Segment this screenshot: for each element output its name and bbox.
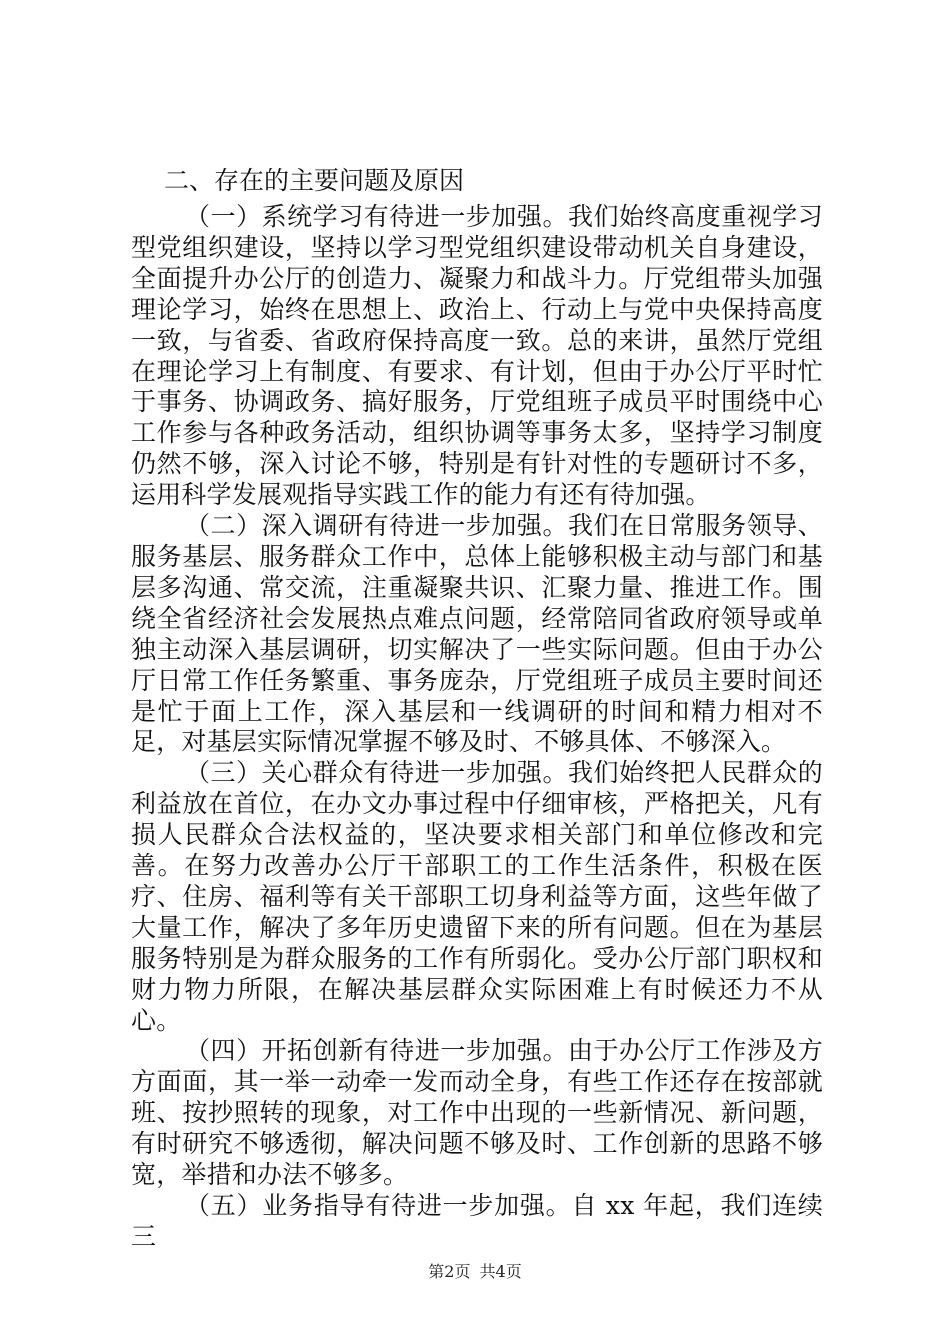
- page-number: 第2页: [428, 1262, 471, 1281]
- page-total: 共4页: [479, 1262, 522, 1281]
- paragraph-3: （三）关心群众有待进一步加强。我们始终把人民群众的利益放在首位，在办文办事过程中仔细审核，严格把关，凡有损人民群众合法权益的，坚决要求相关部门和单位修改和完善。在努力改善办公厅干部职工的工作生活条件，积极在医疗、住房、福利等有关干部职工切身利益等方面，这些年做了大量工作，解决了多年历史遗留下来的所有问题。但在为基层服务特别是为群众服务的工作有所弱化。受办公厅部门职权和财力物力所限，在解决基层群众实际困难上有时候还力不从心。: [131, 758, 823, 1035]
- paragraph-5: （五）业务指导有待进一步加强。自 xx 年起，我们连续三: [131, 1191, 823, 1251]
- paragraph-4: （四）开拓创新有待进一步加强。由于办公厅工作涉及方方面面，其一举一动牵一发而动全身，有些工作还存在按部就班、按抄照转的现象，对工作中出现的一些新情况、新问题，有时研究不够透彻，解决问题不够及时、工作创新的思路不够宽，举措和办法不够多。: [131, 1036, 823, 1190]
- paragraph-1: （一）系统学习有待进一步加强。我们始终高度重视学习型党组织建设，坚持以学习型党组织建设带动机关自身建设，全面提升办公厅的创造力、凝聚力和战斗力。厅党组带头加强理论学习，始终在思想上、政治上、行动上与党中央保持高度一致，与省委、省政府保持高度一致。总的来讲，虽然厅党组在理论学习上有制度、有要求、有计划，但由于办公厅平时忙于事务、协调政务、搞好服务，厅党组班子成员平时围绕中心工作参与各种政务活动，组织协调等事务太多，坚持学习制度仍然不够，深入讨论不够，特别是有针对性的专题研讨不多，运用科学发展观指导实践工作的能力有还有待加强。: [131, 202, 823, 510]
- page-footer: [0, 1262, 950, 1282]
- section-heading: 二、存在的主要问题及原因: [164, 166, 465, 195]
- document-body: [131, 166, 823, 1253]
- paragraph-2: （二）深入调研有待进一步加强。我们在日常服务领导、服务基层、服务群众工作中，总体上能够积极主动与部门和基层多沟通、常交流，注重凝聚共识、汇聚力量、推进工作。围绕全省经济社会发展热点难点问题，经常陪同省政府领导或单独主动深入基层调研，切实解决了一些实际问题。但由于办公厅日常工作任务繁重、事务庞杂，厅党组班子成员主要时间还是忙于面上工作，深入基层和一线调研的时间和精力相对不足，对基层实际情况掌握不够及时、不够具体、不够深入。: [131, 511, 823, 757]
